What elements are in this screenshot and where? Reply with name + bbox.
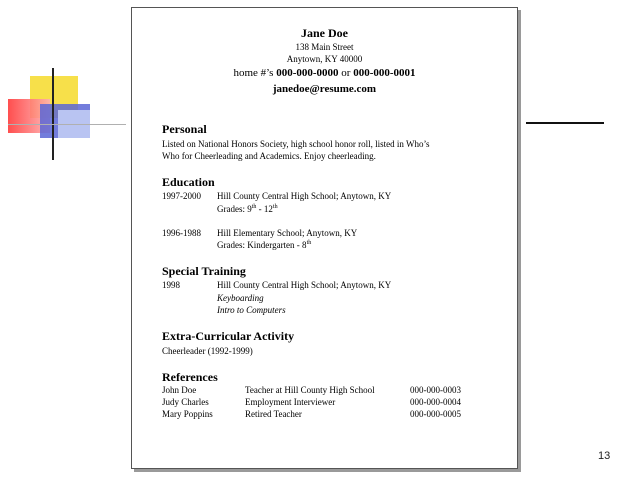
- education-years-1: 1997-2000: [162, 191, 201, 201]
- training-year: 1998: [162, 280, 180, 290]
- education-years-2: 1996-1988: [162, 228, 201, 238]
- phone-or: or: [341, 67, 351, 79]
- logo-vertical-line: [52, 68, 54, 160]
- logo-horizontal-line: [8, 124, 126, 125]
- grades-2-sup: th: [306, 240, 312, 246]
- resume-email: janedoe@resume.com: [272, 83, 377, 95]
- personal-line-1: Listed on National Honors Society, high school honor roll, listed in Who’s: [162, 139, 430, 149]
- reference-title: Teacher at Hill County High School: [245, 385, 375, 395]
- decorative-rule: [526, 122, 604, 124]
- reference-phone: 000-000-0005: [410, 409, 461, 419]
- grades-1-start: Grades: 9: [217, 204, 252, 214]
- activity-heading: Extra-Curricular Activity: [162, 329, 295, 343]
- education-school-2: Hill Elementary School; Anytown, KY: [217, 228, 358, 238]
- reference-name: John Doe: [162, 385, 197, 395]
- education-school-1: Hill County Central High School; Anytown, KY: [217, 191, 392, 201]
- reference-phone: 000-000-0004: [410, 397, 461, 407]
- reference-title: Retired Teacher: [245, 409, 302, 419]
- training-school: Hill County Central High School; Anytown, KY: [217, 280, 392, 290]
- training-heading: Special Training: [162, 264, 246, 278]
- references-heading: References: [162, 370, 218, 384]
- reference-title: Employment Interviewer: [245, 397, 336, 407]
- education-grades-1: [217, 204, 278, 214]
- resume-street: 138 Main Street: [295, 42, 354, 52]
- grades-2-start: Grades: Kindergarten - 8: [217, 240, 307, 250]
- phone-label: home #’s: [233, 67, 274, 79]
- training-course-1: Keyboarding: [217, 293, 264, 303]
- reference-phone: 000-000-0003: [410, 385, 461, 395]
- resume-phones: [132, 67, 517, 79]
- resume-page: [131, 7, 518, 469]
- training-course-2: Intro to Computers: [217, 305, 286, 315]
- personal-line-2: Who for Cheerleading and Academics. Enjoy cheerleading.: [162, 151, 376, 161]
- resume-city: Anytown, KY 40000: [286, 54, 363, 64]
- grades-1-sup-1: th: [251, 204, 257, 210]
- phone-home: 000-000-0000: [276, 67, 339, 79]
- slide-number: 13: [598, 450, 611, 462]
- phone-alt: 000-000-0001: [353, 67, 416, 79]
- education-heading: Education: [162, 175, 215, 189]
- personal-heading: Personal: [162, 122, 207, 136]
- education-grades-2: [217, 240, 311, 250]
- grades-1-end: - 12: [256, 204, 273, 214]
- reference-name: Mary Poppins: [162, 409, 213, 419]
- resume-name: Jane Doe: [301, 26, 348, 40]
- reference-name: Judy Charles: [162, 397, 209, 407]
- activity-line: Cheerleader (1992-1999): [162, 346, 253, 356]
- grades-1-sup-2: th: [272, 204, 278, 210]
